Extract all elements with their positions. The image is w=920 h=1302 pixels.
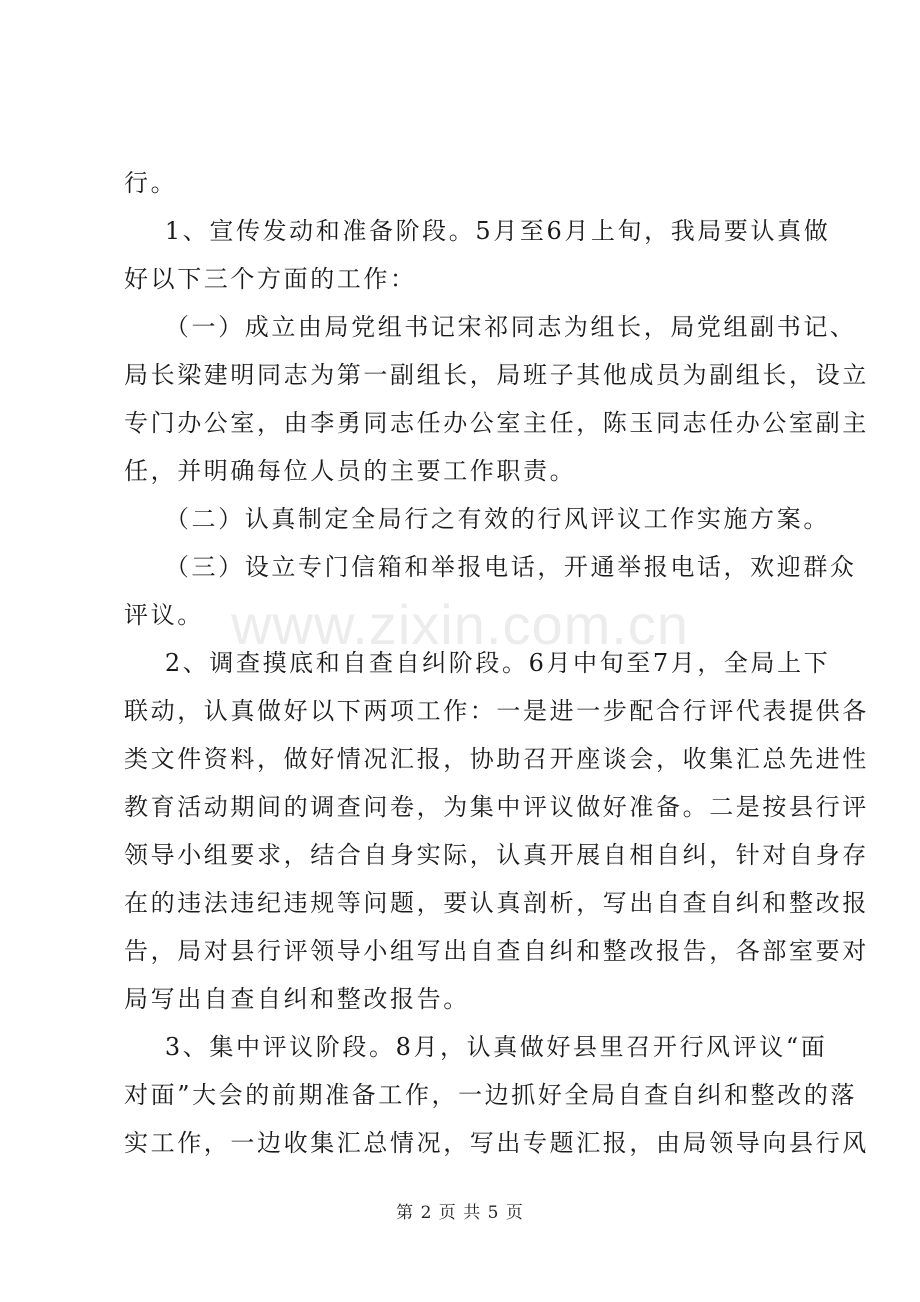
text-line: 对面”大会的前期准备工作，一边抓好全局自查自纠和整改的落 (124, 1081, 858, 1109)
page-number-footer: 第 2 页 共 5 页 (396, 1203, 524, 1223)
text-line: 2、调查摸底和自查自纠阶段。6月中旬至7月，全局上下 (124, 649, 831, 677)
text-line: 专门办公室，由李勇同志任办公室主任，陈玉同志任办公室副主 (124, 409, 869, 437)
text-line: 好以下三个方面的工作： (124, 265, 417, 293)
text-line: 任，并明确每位人员的主要工作职责。 (124, 457, 577, 485)
text-line: 在的违法违纪违规等问题，要认真剖析，写出自查自纠和整改报 (124, 889, 869, 917)
text-line: 类文件资料，做好情况汇报，协助召开座谈会，收集汇总先进性 (124, 745, 869, 773)
text-line: （三）设立专门信箱和举报电话，开通举报电话，欢迎群众 (124, 553, 857, 581)
text-line: 领导小组要求，结合自身实际，认真开展自相自纠，针对自身存 (124, 841, 869, 869)
text-line: 3、集中评议阶段。8月，认真做好县里召开行风评议“面 (124, 1033, 828, 1061)
text-line: 评议。 (124, 601, 204, 629)
text-line: 局长梁建明同志为第一副组长，局班子其他成员为副组长，设立 (124, 361, 869, 389)
text-line: 教育活动期间的调查问卷，为集中评议做好准备。二是按县行评 (124, 793, 869, 821)
text-line: 行。 (124, 169, 178, 197)
text-line: 局写出自查自纠和整改报告。 (124, 985, 470, 1013)
text-line: （一）成立由局党组书记宋祁同志为组长，局党组副书记、 (124, 313, 857, 341)
text-line: 告，局对县行评领导小组写出自查自纠和整改报告，各部室要对 (124, 937, 869, 965)
text-line: （二）认真制定全局行之有效的行风评议工作实施方案。 (124, 505, 830, 533)
text-line: 联动，认真做好以下两项工作：一是进一步配合行评代表提供各 (124, 697, 869, 725)
watermark: www.zixin.com.cn (231, 593, 689, 656)
text-line: 1、宣传发动和准备阶段。5月至6月上旬，我局要认真做 (124, 217, 831, 245)
text-line: 实工作，一边收集汇总情况，写出专题汇报，由局领导向县行风 (124, 1129, 869, 1157)
